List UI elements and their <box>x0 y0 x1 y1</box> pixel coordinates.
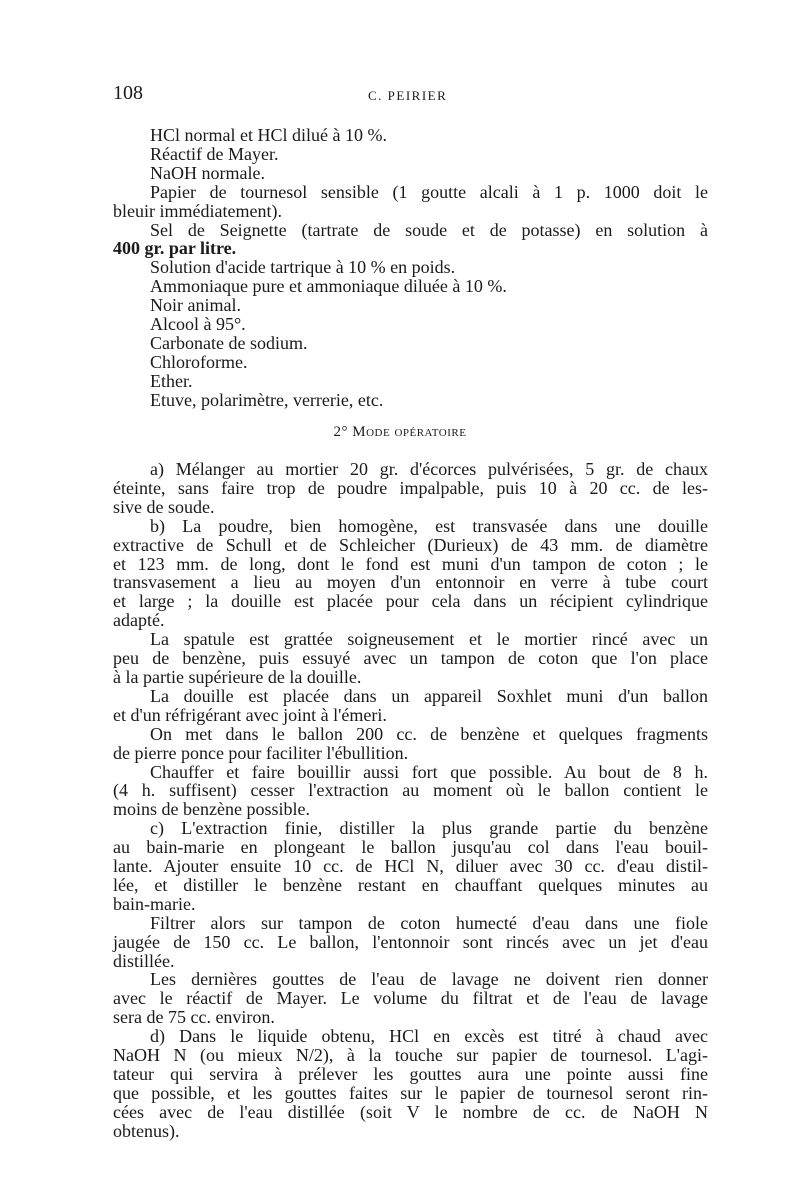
body-line: sive de soude. <box>113 496 215 517</box>
body-line: sera de 75 cc. environ. <box>113 1007 275 1028</box>
reagent-line: Noir animal. <box>150 295 241 316</box>
body-line: extractive de Schull et de Schleicher (Durieux) de 43 mm. de diamètre <box>113 534 708 555</box>
body-line: a) Mélanger au mortier 20 gr. d'écorces pulvérisées, 5 gr. de chaux <box>150 459 708 479</box>
reagent-line: Solution d'acide tartrique à 10 % en poids. <box>150 257 456 278</box>
reagent-line: Carbonate de sodium. <box>150 332 308 353</box>
body-line: c) L'extraction finie, distiller la plus grande partie du benzène <box>150 818 708 839</box>
body-line: Les dernières gouttes de l'eau de lavage ne doivent rien donner <box>150 969 708 990</box>
body-line: moins de benzène possible. <box>113 799 310 820</box>
procedure-text <box>113 460 708 1141</box>
body-line: transvasement a lieu au moyen d'un entonnoir en verre à tube court <box>113 572 708 593</box>
body-line: lante. Ajouter ensuite 10 cc. de HCl N, diluer avec 30 cc. d'eau distil- <box>113 856 708 877</box>
body-line: (4 h. suffisent) cesser l'extraction au moment où le ballon contient le <box>113 780 708 801</box>
reagent-line: Ether. <box>150 370 193 391</box>
reagent-line: NaOH normale. <box>150 162 265 183</box>
reagent-line: 400 gr. par litre. <box>113 238 237 259</box>
body-line: Filtrer alors sur tampon de coton humecté d'eau dans une fiole <box>150 912 708 933</box>
body-line: jaugée de 150 cc. Le ballon, l'entonnoir sont rincés avec un jet d'eau <box>113 931 708 952</box>
running-head-author: C. PEIRIER <box>368 88 448 103</box>
body-line: bain-marie. <box>113 893 196 914</box>
body-line: On met dans le ballon 200 cc. de benzène et quelques fragments <box>150 723 708 744</box>
body-line: lée, et distiller le benzène restant en chauffant quelques minutes au <box>113 874 708 895</box>
body-line: distillée. <box>113 950 175 971</box>
reagent-list <box>113 126 708 410</box>
body-line: La douille est placée dans un appareil Soxhlet muni d'un ballon <box>150 685 708 706</box>
body-line: adapté. <box>113 610 165 631</box>
reagent-line: bleuir immédiatement). <box>113 200 282 221</box>
body-line: Chauffer et faire bouillir aussi fort que possible. Au bout de 8 h. <box>150 761 708 782</box>
body-line: de pierre ponce pour faciliter l'ébullition. <box>113 742 409 763</box>
body-line: et d'un réfrigérant avec joint à l'émeri. <box>113 704 387 725</box>
reagent-line: Alcool à 95°. <box>150 314 246 335</box>
section-heading <box>0 424 800 441</box>
reagent-line: Sel de Seignette (tartrate de soude et de potasse) en solution à <box>150 219 708 240</box>
section-number: 2° <box>333 424 348 440</box>
section-title: Mode opératoire <box>352 424 467 440</box>
running-head <box>0 82 800 106</box>
body-line: La spatule est grattée soigneusement et le mortier rincé avec un <box>150 629 708 650</box>
body-line: b) La poudre, bien homogène, est transvasée dans une douille <box>150 515 708 536</box>
body-line: et large ; la douille est placée pour cela dans un récipient cylindrique <box>113 591 708 612</box>
body-line: au bain-marie en plongeant le ballon jusqu'au col dans l'eau bouil- <box>113 837 708 858</box>
reagent-line: Chloroforme. <box>150 351 248 372</box>
reagent-line: Etuve, polarimètre, verrerie, etc. <box>150 389 384 410</box>
body-line: et 123 mm. de long, dont le fond est muni d'un tampon de coton ; le <box>113 553 708 574</box>
body-line: peu de benzène, puis essuyé avec un tampon de coton que l'on place <box>113 648 708 669</box>
body-line: avec le réactif de Mayer. Le volume du filtrat et de l'eau de lavage <box>113 988 708 1009</box>
body-line: obtenus). <box>113 1120 180 1141</box>
page-number: 108 <box>113 82 143 104</box>
body-line: NaOH N (ou mieux N/2), à la touche sur papier de tournesol. L'agi- <box>113 1045 708 1066</box>
body-line: que possible, et les gouttes faites sur le papier de tournesol seront rin- <box>113 1082 708 1103</box>
body-line: tateur qui servira à prélever les gouttes aura une pointe aussi fine <box>113 1064 708 1084</box>
reagent-line: Papier de tournesol sensible (1 goutte alcali à 1 p. 1000 doit le <box>150 181 708 202</box>
body-line: cées avec de l'eau distillée (soit V le nombre de cc. de NaOH N <box>113 1101 708 1122</box>
body-line: à la partie supérieure de la douille. <box>113 666 362 687</box>
body-line: éteinte, sans faire trop de poudre impalpable, puis 10 à 20 cc. de les- <box>113 477 708 498</box>
reagent-line: Ammoniaque pure et ammoniaque diluée à 10 %. <box>150 276 507 297</box>
reagent-line: Réactif de Mayer. <box>150 143 279 164</box>
reagent-line: HCl normal et HCl dilué à 10 %. <box>150 125 387 145</box>
body-line: d) Dans le liquide obtenu, HCl en excès est titré à chaud avec <box>150 1026 708 1047</box>
